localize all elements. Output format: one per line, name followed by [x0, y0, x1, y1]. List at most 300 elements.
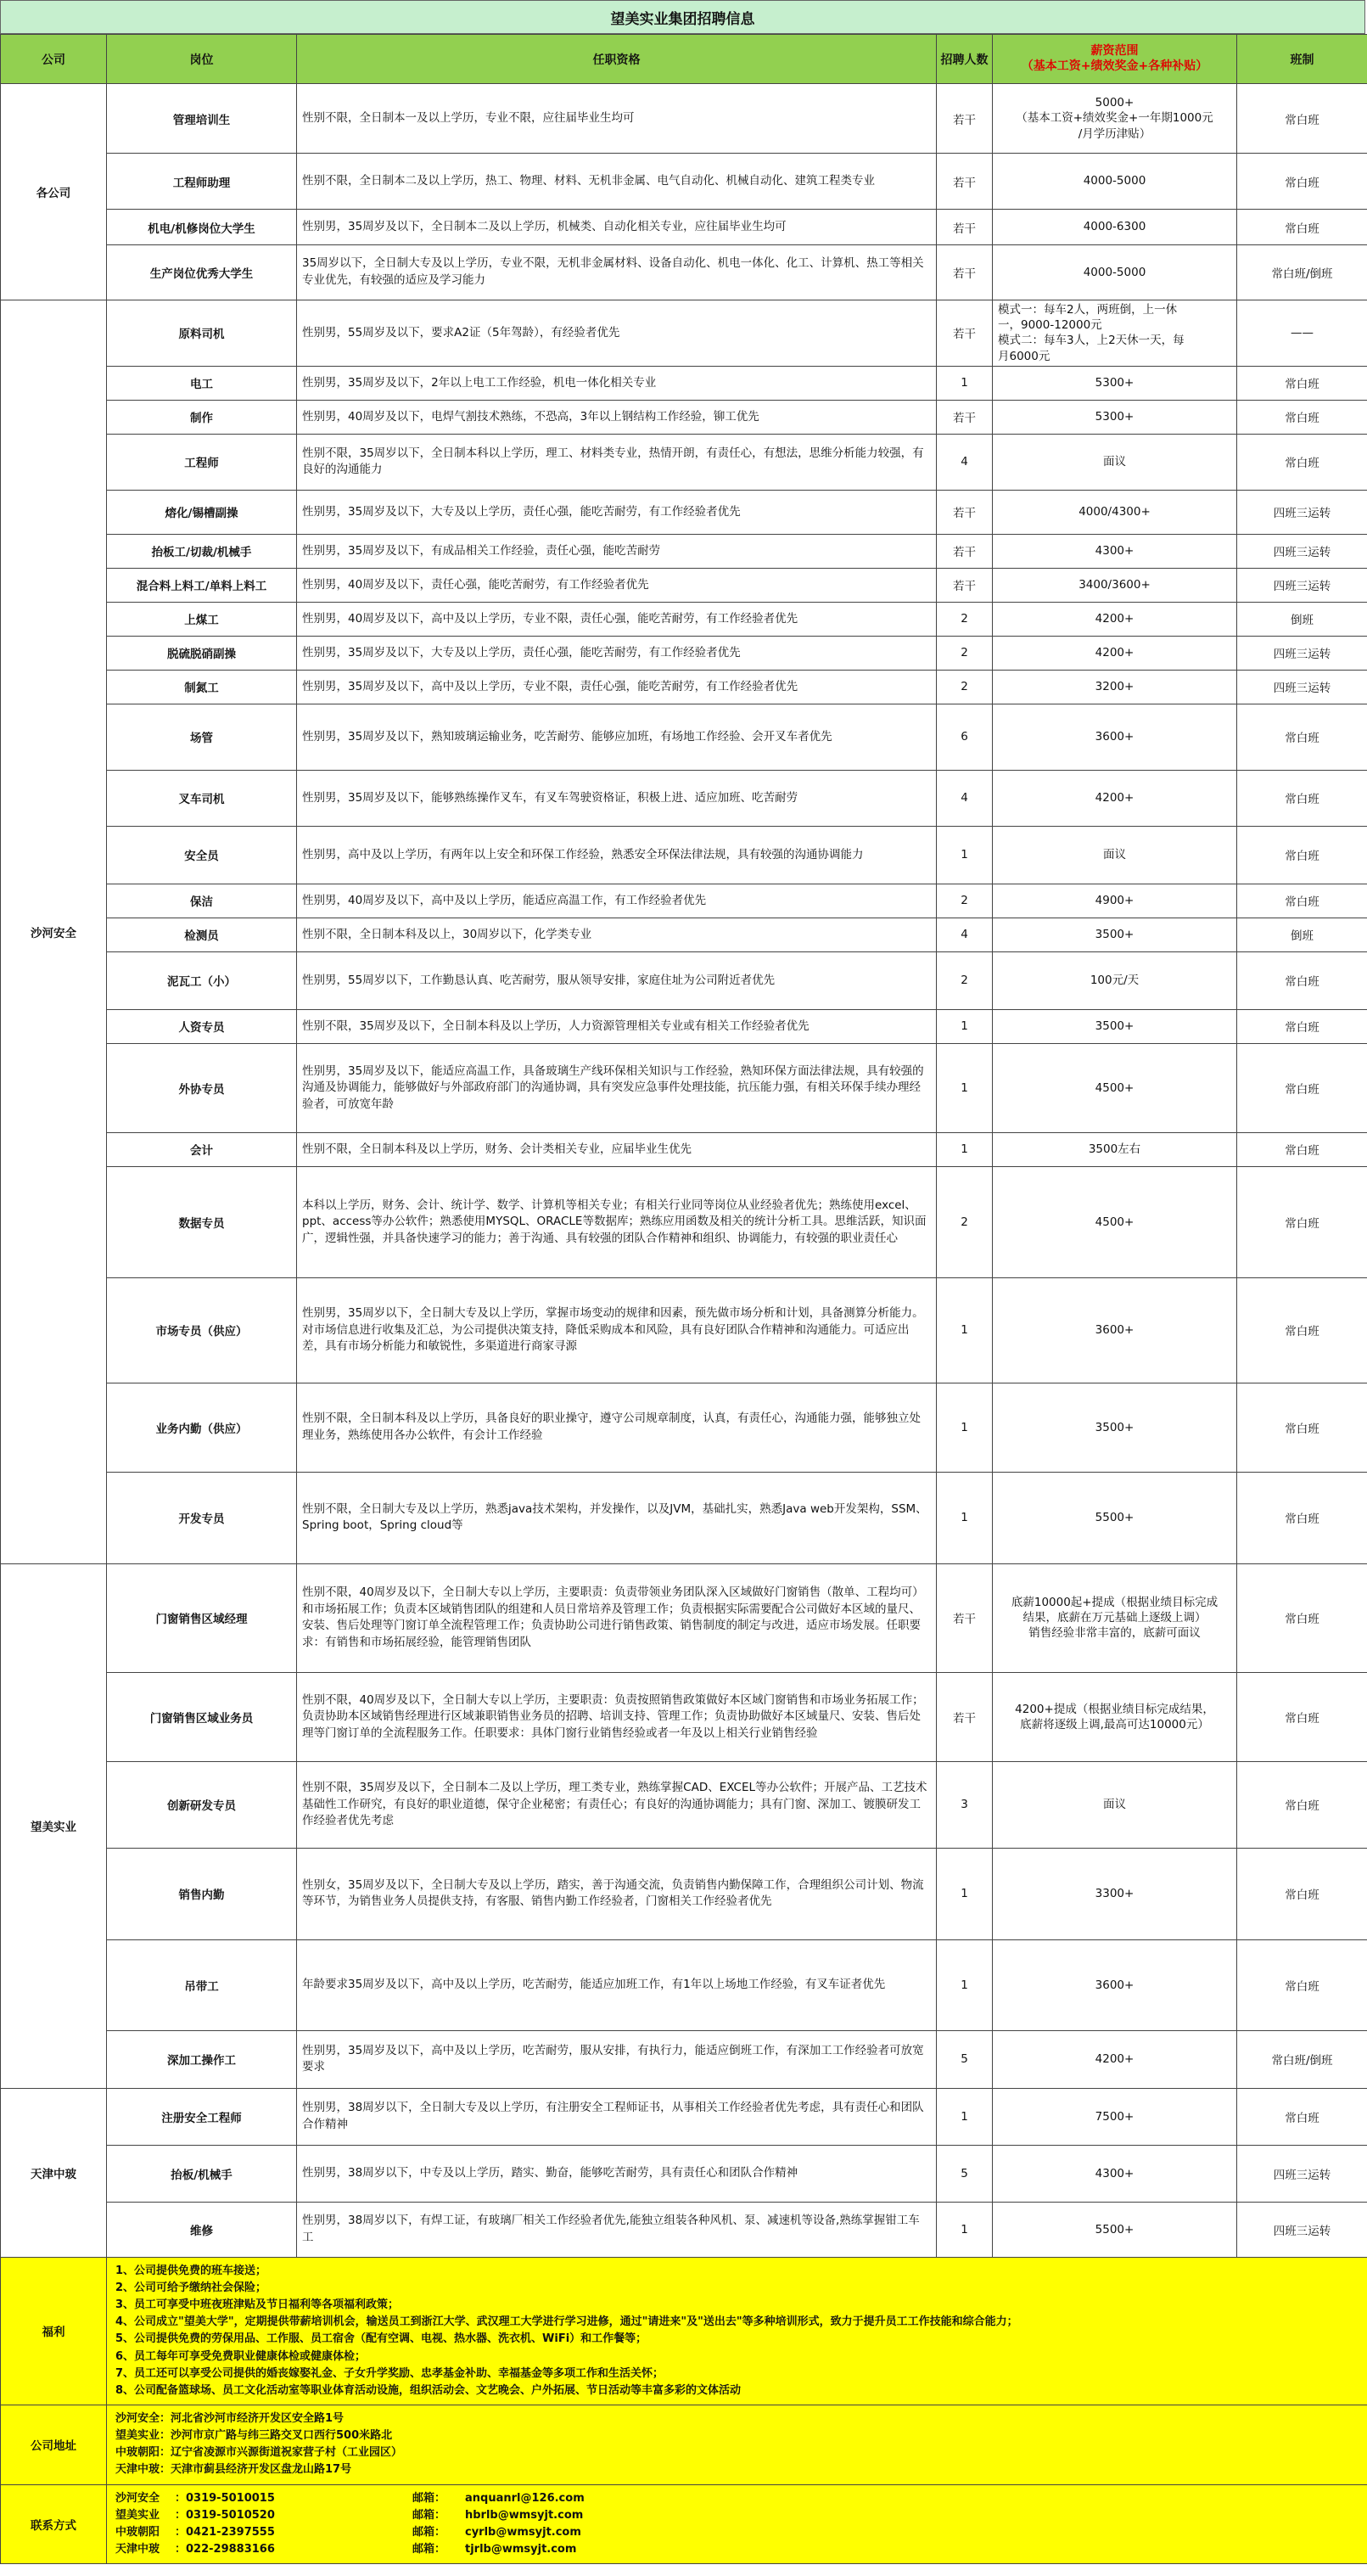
- benefit-item: 5、公司提供免费的劳保用品、工作服、员工宿舍（配有空调、电视、热水器、洗衣机、WiFi）和工作餐等；: [115, 2332, 647, 2346]
- salary-cell: [993, 210, 1237, 245]
- headcount-cell: 1: [937, 2088, 993, 2145]
- requirements-cell: 性别男，35周岁及以下，大专及以上学历，责任心强，能吃苦耐劳，有工作经验者优先: [297, 490, 937, 534]
- position-cell: 原料司机: [107, 300, 297, 367]
- salary-line: 4500+: [1095, 1080, 1134, 1095]
- requirements-cell: 性别不限，35周岁以下，全日制本科以上学历，理工、材料类专业，热情开朗，有责任心，有想法，思维分析能力较强，有良好的沟通能力: [297, 434, 937, 490]
- position-cell: 安全员: [107, 826, 297, 884]
- salary-cell: [993, 2088, 1237, 2145]
- headcount-cell: 2: [937, 602, 993, 636]
- position-cell: 管理培训生: [107, 84, 297, 154]
- position-cell: 销售内勤: [107, 1848, 297, 1939]
- salary-line: 底薪10000起+提成（根据业绩目标完成: [1011, 1596, 1219, 1610]
- salary-cell: [993, 826, 1237, 884]
- headcount-cell: 5: [937, 2145, 993, 2202]
- salary-line: 3600+: [1095, 1323, 1134, 1338]
- table-row: [1, 704, 1367, 770]
- table-row: [1, 490, 1367, 534]
- shift-cell: 四班三运转: [1237, 636, 1367, 670]
- shift-cell: 常白班: [1237, 1761, 1367, 1848]
- requirements-cell: 性别男，35周岁及以下，全日制本二及以上学历，机械类、自动化相关专业，应往届毕业生均可: [297, 210, 937, 245]
- salary-cell: [993, 2145, 1237, 2202]
- salary-cell: [993, 568, 1237, 602]
- salary-line: 4000-5000: [1083, 265, 1146, 279]
- requirements-cell: 性别男，38周岁以下，全日制大专及以上学历，有注册安全工程师证书，从事相关工作经验者优先考虑，具有责任心和团队合作精神: [297, 2088, 937, 2145]
- benefit-item: 8、公司配备篮球场、员工文化活动室等职业体育活动设施，组织活动会、文艺晚会、户外拓展、节日活动等丰富多彩的文体活动: [115, 2383, 742, 2397]
- salary-cell: [993, 884, 1237, 918]
- salary-line: 模式一：每车2人，两班倒，上一休: [998, 303, 1178, 317]
- position-cell: 电工: [107, 366, 297, 400]
- requirements-cell: 性别不限，全日制本科及以上学历，具备良好的职业操守，遵守公司规章制度，认真，有责任心，沟通能力强，能够独立处理业务，熟练使用各办公软件，有会计工作经验: [297, 1383, 937, 1472]
- salary-cell: [993, 1472, 1237, 1563]
- table-row: [1, 670, 1367, 704]
- shift-cell: 常白班: [1237, 1132, 1367, 1166]
- table-row: [1, 884, 1367, 918]
- table-row: [1, 1672, 1367, 1761]
- table-row: [1, 1166, 1367, 1277]
- shift-cell: 常白班: [1237, 884, 1367, 918]
- shift-cell: 常白班: [1237, 1672, 1367, 1761]
- shift-cell: 常白班: [1237, 1009, 1367, 1043]
- requirements-cell: 性别男，40周岁及以下，电焊气割技术熟练，不恐高，3年以上钢结构工作经验，铆工优先: [297, 400, 937, 434]
- table-row: [1, 84, 1367, 154]
- headcount-cell: 1: [937, 1472, 993, 1563]
- salary-line: 底薪将逐级上调,最高可达10000元）: [1020, 1717, 1209, 1731]
- salary-cell: [993, 400, 1237, 434]
- salary-line: 月6000元: [998, 349, 1050, 363]
- shift-cell: 四班三运转: [1237, 2202, 1367, 2257]
- header-position: 岗位: [107, 35, 297, 84]
- address-item: 天津中玻：天津市蓟县经济开发区盘龙山路17号: [115, 2463, 352, 2477]
- table-row: [1, 366, 1367, 400]
- footer: [1, 2257, 1367, 2563]
- salary-line: 5000+: [1095, 96, 1134, 110]
- table-row: [1, 2202, 1367, 2257]
- requirements-cell: 性别男，35周岁及以下，大专及以上学历，责任心强，能吃苦耐劳，有工作经验者优先: [297, 636, 937, 670]
- requirements-cell: 性别不限，40周岁及以下，全日制大专以上学历，主要职责：负责按照销售政策做好本区域门窗销售和市场业务拓展工作；负责协助本区域销售经理进行区域兼职销售业务员的招聘、培训支持、管理工作；负责协助做好本区域量尺、安装、售后处理等门窗订单的全流程服务工作。任职要求：具体门窗行业销售经验或者一年及以上相关行业销售经验: [297, 1672, 937, 1761]
- salary-cell: [993, 1672, 1237, 1761]
- contact-item: [115, 2507, 1359, 2524]
- salary-line: 5300+: [1095, 410, 1134, 424]
- salary-cell: [993, 1848, 1237, 1939]
- shift-cell: 常白班: [1237, 1472, 1367, 1563]
- salary-line: 3300+: [1095, 1887, 1134, 1901]
- salary-line: 结果，底薪在万元基础上逐级上调）: [1022, 1611, 1207, 1625]
- contact-mail-label: 邮箱：: [412, 2542, 446, 2556]
- position-cell: 人资专员: [107, 1009, 297, 1043]
- header-salary-line2: （基本工资+绩效奖金+各种补贴）: [1021, 59, 1208, 73]
- requirements-cell: 性别男，高中及以上学历，有两年以上安全和环保工作经验，熟悉安全环保法律法规，具有较强的沟通协调能力: [297, 826, 937, 884]
- salary-line: 3600+: [1095, 730, 1134, 744]
- requirements-cell: 性别男，40周岁及以下，高中及以上学历，能适应高温工作，有工作经验者优先: [297, 884, 937, 918]
- contact-list: [107, 2484, 1367, 2564]
- table-row: [1, 1761, 1367, 1848]
- contact-mail[interactable]: hbrlb@wmsyjt.com: [465, 2508, 584, 2522]
- salary-cell: [993, 84, 1237, 154]
- address-item: 望美实业：沙河市京广路与纬三路交叉口西行500米路北: [115, 2429, 393, 2443]
- salary-line: 一，9000-12000元: [998, 318, 1102, 333]
- requirements-cell: 性别男，35周岁及以下，2年以上电工工作经验，机电一体化相关专业: [297, 366, 937, 400]
- salary-line: 面议: [1103, 1798, 1126, 1812]
- recruitment-table: [0, 34, 1367, 2564]
- headcount-cell: 2: [937, 1166, 993, 1277]
- shift-cell: 常白班: [1237, 826, 1367, 884]
- requirements-cell: 性别不限，全日制本一及以上学历，专业不限，应往届毕业生均可: [297, 84, 937, 154]
- salary-cell: [993, 636, 1237, 670]
- requirements-cell: 年龄要求35周岁及以下，高中及以上学历，吃苦耐劳，能适应加班工作，有1年以上场地工作经验，有叉车证者优先: [297, 1939, 937, 2030]
- headcount-cell: 若干: [937, 245, 993, 300]
- company-cell: 沙河安全: [1, 300, 107, 1564]
- requirements-cell: 性别不限，全日制本二及以上学历，热工、物理、材料、无机非金属、电气自动化、机械自动化、建筑工程类专业: [297, 154, 937, 210]
- headcount-cell: 1: [937, 1277, 993, 1383]
- sheet-title: 望美实业集团招聘信息: [0, 0, 1365, 34]
- position-cell: 场管: [107, 704, 297, 770]
- address-list: [107, 2405, 1367, 2485]
- salary-line: 4000-6300: [1083, 220, 1146, 234]
- table-row: [1, 602, 1367, 636]
- shift-cell: 常白班: [1237, 770, 1367, 826]
- headcount-cell: 若干: [937, 490, 993, 534]
- table-row: [1, 2088, 1367, 2145]
- salary-line: 4200+: [1095, 646, 1134, 660]
- table-row: [1, 2030, 1367, 2088]
- salary-line: 7500+: [1095, 2109, 1134, 2124]
- salary-line: 5500+: [1095, 2222, 1134, 2236]
- shift-cell: ——: [1237, 300, 1367, 367]
- shift-cell: 常白班: [1237, 1939, 1367, 2030]
- salary-line: 4000-5000: [1083, 174, 1146, 188]
- requirements-cell: 性别不限，35周岁及以下，全日制本科及以上学历，人力资源管理相关专业或有相关工作经验者优先: [297, 1009, 937, 1043]
- benefit-item: 6、员工每年可享受免费职业健康体检或健康体检；: [115, 2349, 367, 2363]
- headcount-cell: 5: [937, 2030, 993, 2088]
- salary-line: 销售经验非常丰富的，底薪可面议: [1028, 1626, 1201, 1641]
- shift-cell: 常白班: [1237, 1848, 1367, 1939]
- company-cell: 天津中玻: [1, 2088, 107, 2257]
- salary-cell: [993, 951, 1237, 1009]
- shift-cell: 倒班: [1237, 602, 1367, 636]
- table-row: [1, 918, 1367, 951]
- headcount-cell: 若干: [937, 1672, 993, 1761]
- shift-cell: 常白班: [1237, 210, 1367, 245]
- headcount-cell: 若干: [937, 568, 993, 602]
- position-cell: 市场专员（供应）: [107, 1277, 297, 1383]
- position-cell: 检测员: [107, 918, 297, 951]
- contact-company: 中玻朝阳: [115, 2525, 160, 2539]
- headcount-cell: 1: [937, 1132, 993, 1166]
- salary-cell: [993, 770, 1237, 826]
- position-cell: 制氮工: [107, 670, 297, 704]
- benefits-label: 福利: [1, 2257, 107, 2405]
- header-shift: 班制: [1237, 35, 1367, 84]
- table-row: [1, 770, 1367, 826]
- header-row: [1, 35, 1367, 84]
- table-row: [1, 1383, 1367, 1472]
- table-row: [1, 400, 1367, 434]
- shift-cell: 四班三运转: [1237, 568, 1367, 602]
- shift-cell: 常白班: [1237, 84, 1367, 154]
- header-salary: [993, 35, 1237, 84]
- salary-line: 100元/天: [1090, 974, 1140, 988]
- headcount-cell: 1: [937, 1009, 993, 1043]
- table-row: [1, 534, 1367, 568]
- position-cell: 创新研发专员: [107, 1761, 297, 1848]
- table-row: [1, 1043, 1367, 1132]
- table-body: [1, 84, 1367, 2258]
- shift-cell: 常白班: [1237, 1277, 1367, 1383]
- address-item: 沙河安全：河北省沙河市经济开发区安全路1号: [115, 2412, 345, 2425]
- shift-cell: 常白班: [1237, 1383, 1367, 1472]
- headcount-cell: 若干: [937, 534, 993, 568]
- salary-cell: [993, 1563, 1237, 1672]
- headcount-cell: 4: [937, 770, 993, 826]
- headcount-cell: 若干: [937, 154, 993, 210]
- salary-cell: [993, 366, 1237, 400]
- position-cell: 门窗销售区域经理: [107, 1563, 297, 1672]
- position-cell: 业务内勤（供应）: [107, 1383, 297, 1472]
- salary-line: 面议: [1103, 455, 1126, 469]
- requirements-cell: 性别男，35周岁及以下，高中及以上学历，专业不限，责任心强，能吃苦耐劳，有工作经验者优先: [297, 670, 937, 704]
- position-cell: 维修: [107, 2202, 297, 2257]
- table-row: [1, 826, 1367, 884]
- table-row: [1, 2145, 1367, 2202]
- contact-label: 联系方式: [1, 2484, 107, 2564]
- shift-cell: 常白班: [1237, 1563, 1367, 1672]
- headcount-cell: 1: [937, 2202, 993, 2257]
- position-cell: 抬板工/切裁/机械手: [107, 534, 297, 568]
- contact-company: 望美实业: [115, 2508, 160, 2522]
- salary-cell: [993, 1939, 1237, 2030]
- position-cell: 外协专员: [107, 1043, 297, 1132]
- contact-mail[interactable]: tjrlb@wmsyjt.com: [465, 2542, 577, 2556]
- shift-cell: 常白班: [1237, 366, 1367, 400]
- contact-company: 沙河安全: [115, 2491, 160, 2505]
- position-cell: 脱硫脱硝副操: [107, 636, 297, 670]
- salary-cell: [993, 434, 1237, 490]
- shift-cell: 常白班: [1237, 951, 1367, 1009]
- benefit-item: 1、公司提供免费的班车接送；: [115, 2264, 267, 2277]
- salary-line: （基本工资+绩效奖金+一年期1000元: [1016, 111, 1213, 126]
- salary-cell: [993, 1761, 1237, 1848]
- company-cell: 望美实业: [1, 1563, 107, 2088]
- table-row: [1, 245, 1367, 300]
- table-row: [1, 1472, 1367, 1563]
- contact-phone: ：022-29883166: [175, 2542, 275, 2556]
- salary-line: 3400/3600+: [1078, 578, 1151, 592]
- table-row: [1, 1848, 1367, 1939]
- requirements-cell: 性别不限，全日制本科及以上学历，财务、会计类相关专业，应届毕业生优先: [297, 1132, 937, 1166]
- requirements-cell: 性别男，35周岁及以下，有成品相关工作经验，责任心强，能吃苦耐劳: [297, 534, 937, 568]
- contact-mail-label: 邮箱：: [412, 2491, 446, 2505]
- table-row: [1, 434, 1367, 490]
- shift-cell: 常白班: [1237, 400, 1367, 434]
- salary-line: 3200+: [1095, 680, 1134, 694]
- shift-cell: 常白班/倒班: [1237, 2030, 1367, 2088]
- headcount-cell: 若干: [937, 400, 993, 434]
- position-cell: 制作: [107, 400, 297, 434]
- table-row: [1, 636, 1367, 670]
- address-label: 公司地址: [1, 2405, 107, 2485]
- salary-line: 3500+: [1095, 1019, 1134, 1034]
- salary-cell: [993, 2202, 1237, 2257]
- headcount-cell: 2: [937, 670, 993, 704]
- header-salary-line1: 薪资范围: [1090, 44, 1139, 58]
- requirements-cell: 性别男，38周岁以下，有焊工证，有玻璃厂相关工作经验者优先,能独立组装各种风机、泵、减速机等设备,熟练掌握钳工车工: [297, 2202, 937, 2257]
- salary-cell: [993, 245, 1237, 300]
- requirements-cell: 性别男，55周岁及以下，要求A2证（5年驾龄），有经验者优先: [297, 300, 937, 367]
- contact-mail-label: 邮箱：: [412, 2525, 446, 2539]
- table-row: [1, 300, 1367, 367]
- position-cell: 泥瓦工（小）: [107, 951, 297, 1009]
- position-cell: 工程师助理: [107, 154, 297, 210]
- salary-cell: [993, 704, 1237, 770]
- salary-line: 4200+提成（根据业绩目标完成结果，: [1015, 1702, 1214, 1716]
- requirements-cell: 性别男，35周岁以下，全日制大专及以上学历，掌握市场变动的规律和因素，预先做市场分析和计划，具备测算分析能力。对市场信息进行收集及汇总，为公司提供决策支持，降低采购成本和风险，具有良好团队合作精神和沟通能力。可适应出差，具有市场分析能力和敏锐性，多渠道进行商家寻源: [297, 1277, 937, 1383]
- position-cell: 吊带工: [107, 1939, 297, 2030]
- company-cell: 各公司: [1, 84, 107, 300]
- requirements-cell: 性别不限，全日制本科及以上，30周岁以下，化学类专业: [297, 918, 937, 951]
- benefit-item: 7、员工还可以享受公司提供的婚丧嫁娶礼金、子女升学奖励、忠孝基金补助、幸福基金等多项工作和生活关怀；: [115, 2366, 664, 2380]
- requirements-cell: 性别男，35周岁及以下，高中及以上学历，吃苦耐劳，服从安排，有执行力，能适应倒班工作，有深加工工作经验者可放宽要求: [297, 2030, 937, 2088]
- salary-cell: [993, 1277, 1237, 1383]
- contact-company: 天津中玻: [115, 2542, 160, 2556]
- contact-row: [1, 2484, 1367, 2564]
- header-headcount: 招聘人数: [937, 35, 993, 84]
- salary-line: 模式二：每车3人，上2天休一天，每: [998, 334, 1185, 348]
- shift-cell: 四班三运转: [1237, 490, 1367, 534]
- salary-line: 4000/4300+: [1078, 505, 1151, 519]
- table-row: [1, 210, 1367, 245]
- position-cell: 注册安全工程师: [107, 2088, 297, 2145]
- salary-line: 5300+: [1095, 376, 1134, 390]
- position-cell: 上煤工: [107, 602, 297, 636]
- benefits-row: [1, 2257, 1367, 2405]
- contact-phone: ：0421-2397555: [175, 2525, 275, 2539]
- contact-mail[interactable]: cyrlb@wmsyjt.com: [465, 2525, 581, 2539]
- headcount-cell: 若干: [937, 300, 993, 367]
- shift-cell: 常白班: [1237, 1043, 1367, 1132]
- shift-cell: 常白班: [1237, 154, 1367, 210]
- table-row: [1, 568, 1367, 602]
- requirements-cell: 性别男，35周岁及以下，能够熟练操作叉车，有叉车驾驶资格证，积极上进、适应加班、吃苦耐劳: [297, 770, 937, 826]
- salary-cell: [993, 1009, 1237, 1043]
- salary-line: 4200+: [1095, 612, 1134, 626]
- salary-line: 5500+: [1095, 1511, 1134, 1525]
- salary-line: 3500+: [1095, 1420, 1134, 1434]
- salary-cell: [993, 490, 1237, 534]
- shift-cell: 常白班: [1237, 434, 1367, 490]
- headcount-cell: 1: [937, 1848, 993, 1939]
- shift-cell: 倒班: [1237, 918, 1367, 951]
- shift-cell: 常白班: [1237, 1166, 1367, 1277]
- salary-cell: [993, 602, 1237, 636]
- salary-line: 4200+: [1095, 2052, 1134, 2067]
- position-cell: 保洁: [107, 884, 297, 918]
- headcount-cell: 4: [937, 918, 993, 951]
- position-cell: 熔化/锡槽副操: [107, 490, 297, 534]
- contact-item: [115, 2524, 1359, 2541]
- requirements-cell: 性别男，35周岁及以下，熟知玻璃运输业务，吃苦耐劳、能够应加班，有场地工作经验、会开叉车者优先: [297, 704, 937, 770]
- headcount-cell: 1: [937, 1043, 993, 1132]
- contact-phone: ：0319-5010015: [175, 2491, 275, 2505]
- benefit-item: 4、公司成立"望美大学"，定期提供带薪培训机会，输送员工到浙江大学、武汉理工大学进行学习进修，通过"请进来"及"送出去"等多种培训形式，致力于提升员工工作技能和综合能力；: [115, 2315, 1018, 2329]
- salary-line: 面议: [1103, 848, 1126, 862]
- shift-cell: 四班三运转: [1237, 2145, 1367, 2202]
- header-requirements: 任职资格: [297, 35, 937, 84]
- table-row: [1, 1939, 1367, 2030]
- requirements-cell: 性别男，40周岁及以下，高中及以上学历，专业不限，责任心强，能吃苦耐劳，有工作经验者优先: [297, 602, 937, 636]
- shift-cell: 四班三运转: [1237, 534, 1367, 568]
- headcount-cell: 2: [937, 951, 993, 1009]
- requirements-cell: 性别男，35周岁及以下，能适应高温工作，具备玻璃生产线环保相关知识与工作经验，熟知环保方面法律法规，具有较强的沟通及协调能力，能够做好与外部政府部门的沟通协调，具有突发应急事件处理技能，抗压能力强，有相关环保手续办理经验者，可放宽年龄: [297, 1043, 937, 1132]
- requirements-cell: 性别不限，40周岁及以下，全日制大专以上学历，主要职责：负责带领业务团队深入区域做好门窗销售（散单、工程均可）和市场拓展工作；负责本区域销售团队的组建和人员日常培养及管理工作；负责根据实际需要配合公司做好本区域的量尺、安装、售后处理等门窗订单全流程管理工作；负责协助公司进行销售政策、销售制度的制定与改进，适应市场发展。任职要求：有销售和市场拓展经验，能管理销售团队: [297, 1563, 937, 1672]
- header-company: 公司: [1, 35, 107, 84]
- headcount-cell: 1: [937, 366, 993, 400]
- shift-cell: 常白班: [1237, 704, 1367, 770]
- position-cell: 工程师: [107, 434, 297, 490]
- salary-line: 4900+: [1095, 894, 1134, 908]
- requirements-cell: 性别女，35周岁及以下，全日制大专及以上学历，踏实，善于沟通交流，负责销售内勤保障工作，合理组织公司计划、物流等环节，为销售业务人员提供支持，有客服、销售内勤工作经验者，门窗相关工作经验者优先: [297, 1848, 937, 1939]
- headcount-cell: 若干: [937, 210, 993, 245]
- table-row: [1, 154, 1367, 210]
- requirements-cell: 性别不限，全日制大专及以上学历，熟悉java技术架构，并发操作，以及JVM，基础扎实，熟悉Java web开发架构，SSM、Spring boot，Spring cloud等: [297, 1472, 937, 1563]
- table-row: [1, 1009, 1367, 1043]
- salary-cell: [993, 1043, 1237, 1132]
- salary-line: 3500左右: [1088, 1142, 1141, 1157]
- position-cell: 混合料上料工/单料上料工: [107, 568, 297, 602]
- position-cell: 机电/机修岗位大学生: [107, 210, 297, 245]
- requirements-cell: 35周岁以下，全日制大专及以上学历，专业不限，无机非金属材料、设备自动化、机电一体化、化工、计算机、热工等相关专业优先，有较强的适应及学习能力: [297, 245, 937, 300]
- position-cell: 会计: [107, 1132, 297, 1166]
- benefit-item: 2、公司可给予缴纳社会保险；: [115, 2281, 267, 2295]
- headcount-cell: 1: [937, 1939, 993, 2030]
- salary-cell: [993, 534, 1237, 568]
- position-cell: 门窗销售区域业务员: [107, 1672, 297, 1761]
- requirements-cell: 性别男，55周岁以下，工作勤恳认真、吃苦耐劳，服从领导安排，家庭住址为公司附近者优先: [297, 951, 937, 1009]
- salary-cell: [993, 300, 1237, 367]
- contact-mail[interactable]: anquanrl@126.com: [465, 2491, 585, 2505]
- salary-cell: [993, 154, 1237, 210]
- headcount-cell: 2: [937, 884, 993, 918]
- requirements-cell: 性别男，40周岁及以下，责任心强，能吃苦耐劳，有工作经验者优先: [297, 568, 937, 602]
- salary-cell: [993, 670, 1237, 704]
- table-row: [1, 951, 1367, 1009]
- address-item: 中玻朝阳：辽宁省凌源市兴源街道祝家营子村（工业园区）: [115, 2446, 403, 2460]
- salary-line: 4300+: [1095, 2166, 1134, 2180]
- contact-mail-label: 邮箱：: [412, 2508, 446, 2522]
- table-row: [1, 1563, 1367, 1672]
- requirements-cell: 性别不限，35周岁及以下，全日制本二及以上学历，理工类专业，熟练掌握CAD、EXCEL等办公软件；开展产品、工艺技术基础性工作研究，有良好的职业道德，保守企业秘密；有责任心；有良好的沟通协调能力；具有门窗、深加工、镀膜研发工作经验者优先考虑: [297, 1761, 937, 1848]
- salary-line: /月学历津贴）: [1078, 126, 1151, 141]
- salary-line: 3500+: [1095, 928, 1134, 942]
- position-cell: 开发专员: [107, 1472, 297, 1563]
- requirements-cell: 本科以上学历，财务、会计、统计学、数学、计算机等相关专业；有相关行业同等岗位从业经验者优先；熟练使用excel、ppt、access等办公软件；熟悉使用MYSQL、ORACLE等数据库；熟练应用函数及相关的统计分析工具。思维活跃，知识面广，逻辑性强，并具备快速学习的能力；善于沟通、具有较强的团队合作精神和组织、协调能力，有较强的职业责任心: [297, 1166, 937, 1277]
- benefit-item: 3、员工可享受中班夜班津贴及节日福利等各项福利政策；: [115, 2298, 400, 2312]
- requirements-cell: 性别男，38周岁以下，中专及以上学历，踏实、勤奋，能够吃苦耐劳，具有责任心和团队合作精神: [297, 2145, 937, 2202]
- contact-phone: ：0319-5010520: [175, 2508, 275, 2522]
- headcount-cell: 若干: [937, 84, 993, 154]
- salary-line: 4300+: [1095, 544, 1134, 558]
- address-row: [1, 2405, 1367, 2485]
- shift-cell: 常白班: [1237, 2088, 1367, 2145]
- headcount-cell: 2: [937, 636, 993, 670]
- benefits-list: [107, 2257, 1367, 2405]
- headcount-cell: 4: [937, 434, 993, 490]
- salary-cell: [993, 1166, 1237, 1277]
- headcount-cell: 1: [937, 826, 993, 884]
- salary-line: 4200+: [1095, 791, 1134, 805]
- headcount-cell: 6: [937, 704, 993, 770]
- position-cell: 数据专员: [107, 1166, 297, 1277]
- contact-item: [115, 2490, 1359, 2507]
